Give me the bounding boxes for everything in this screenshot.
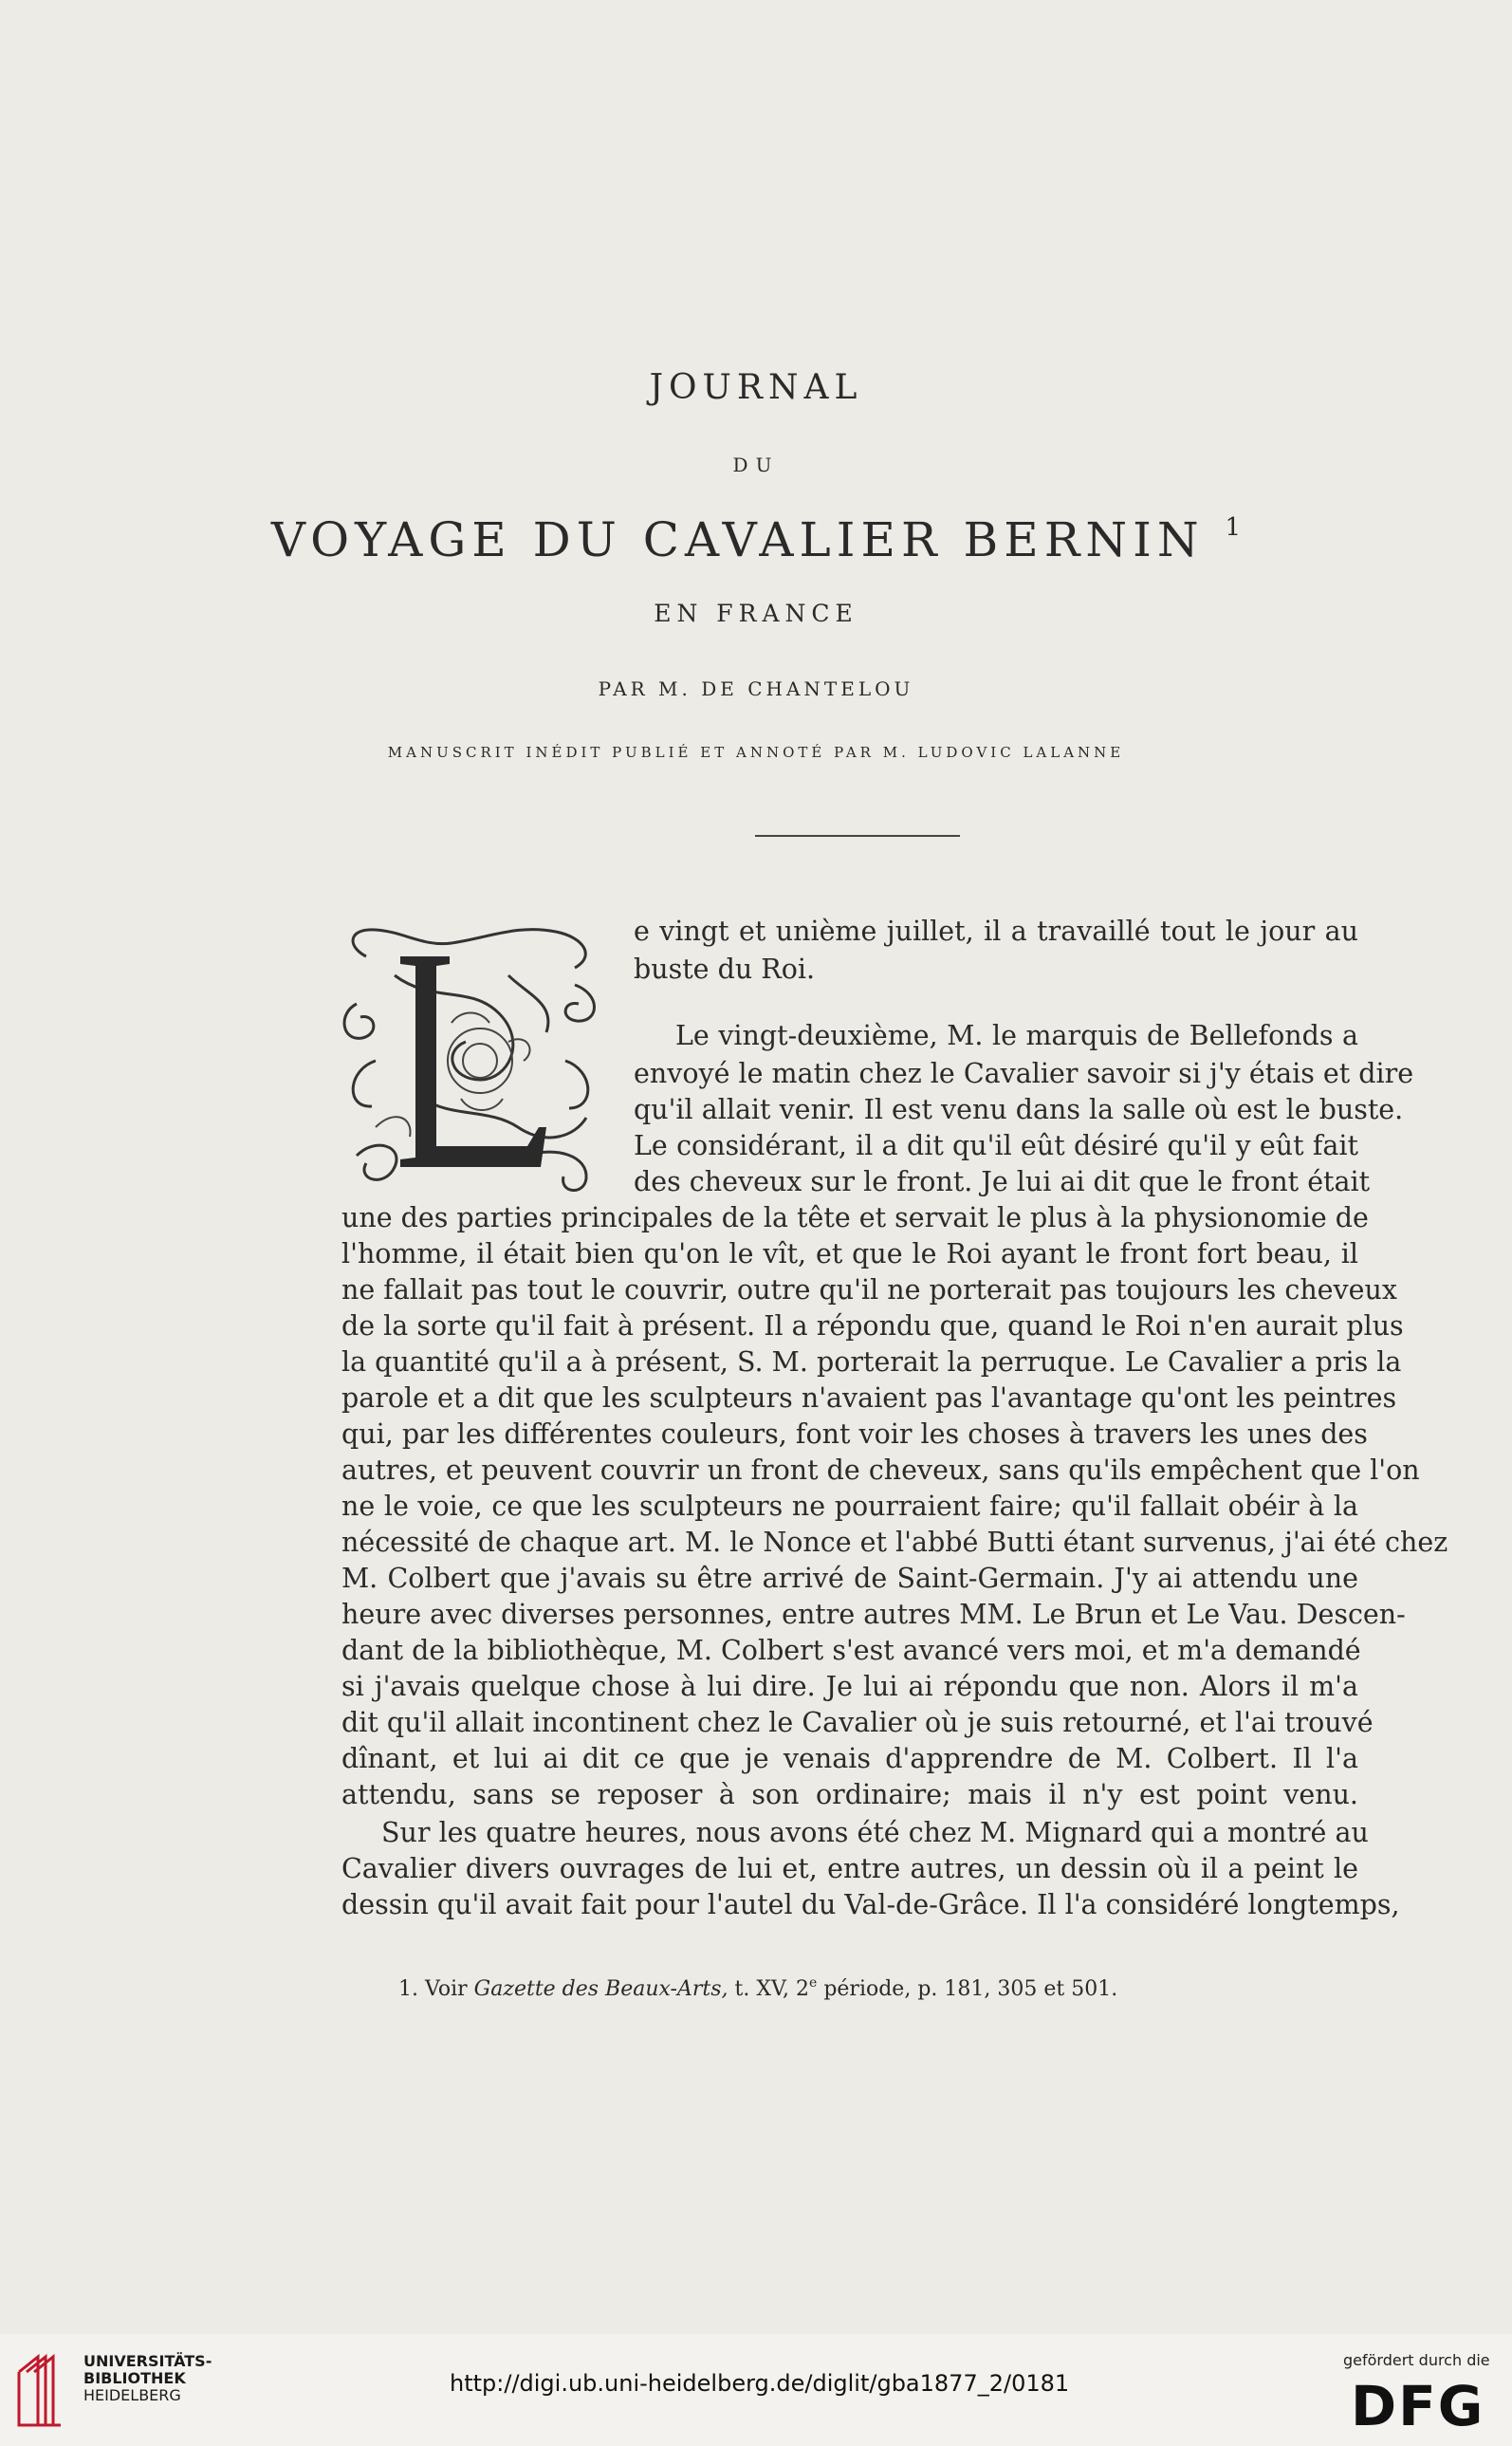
uni-line-3: HEIDELBERG [83, 2386, 181, 2404]
text-line-20: dant de la bibliothèque, M. Colbert s'est avancé vers moi, et m'a demandé [341, 1635, 1361, 1666]
text-line-11: de la sorte qu'il fait à présent. Il a répondu que, quand le Roi n'en aurait plus [341, 1310, 1404, 1342]
text-line-8: une des parties principales de la tête et servait le plus à la physionomie de [341, 1202, 1369, 1233]
text-line-10: ne fallait pas tout le couvrir, outre qu'il ne porterait pas toujours les cheveux [341, 1274, 1397, 1306]
text-line-16: ne le voie, ce que les sculpteurs ne pourraient faire; qu'il fallait obéir à la [341, 1491, 1358, 1522]
text-line-12: la quantité qu'il a à présent, S. M. porterait la perruque. Le Cavalier a pris la [341, 1346, 1402, 1378]
heading-du: DU [732, 454, 780, 476]
university-library-logo-icon [11, 2344, 72, 2435]
footnote-pre: Voir [425, 1977, 468, 2001]
main-title-text: VOYAGE DU CAVALIER BERNIN [270, 512, 1205, 567]
text-line-9: l'homme, il était bien qu'on le vît, et que le Roi ayant le front fort beau, il [341, 1238, 1358, 1269]
funding-label: gefördert durch die [1343, 2351, 1490, 2369]
heading-en-france: EN FRANCE [654, 600, 858, 627]
university-library-name [83, 2353, 212, 2404]
text-line-21: si j'avais quelque chose à lui dire. Je lui ai répondu que non. Alors il m'a [341, 1671, 1358, 1702]
footnote-post-a: t. XV, 2 [734, 1977, 810, 2001]
main-title [0, 512, 1512, 567]
text-line-25: Sur les quatre heures, nous avons été chez M. Mignard qui a montré au [381, 1817, 1369, 1848]
text-line-22: dit qu'il allait incontinent chez le Cavalier où je suis retourné, et l'ai trouvé [341, 1707, 1374, 1738]
heading-journal: JOURNAL [649, 368, 863, 407]
text-line-3: Le vingt-deuxième, M. le marquis de Bellefonds a [675, 1020, 1358, 1051]
text-line-1: e vingt et unième juillet, il a travaillé tout le jour au [634, 916, 1358, 947]
text-line-26: Cavalier divers ouvrages de lui et, entre autres, un dessin où il a peint le [341, 1853, 1358, 1884]
footnote-sup: e [809, 1975, 818, 1991]
footnote-reference[interactable]: 1 [1225, 513, 1242, 542]
text-line-23: dînant, et lui ai dit ce que je venais d'apprendre de M. Colbert. Il l'a [341, 1743, 1358, 1774]
text-line-4: envoyé le matin chez le Cavalier savoir si j'y étais et dire [634, 1058, 1414, 1089]
author-line: PAR M. DE CHANTELOU [598, 677, 914, 700]
text-line-2: buste du Roi. [634, 954, 816, 985]
text-line-24: attendu, sans se reposer à son ordinaire; mais il n'y est point venu. [341, 1779, 1358, 1810]
text-line-7: des cheveux sur le front. Je lui ai dit que le front était [634, 1166, 1371, 1197]
footnote-post-b: période, p. 181, 305 et 501. [823, 1977, 1118, 2001]
text-line-6: Le considérant, il a dit qu'il eût désiré qu'il y eût fait [634, 1130, 1358, 1161]
uni-line-1: UNIVERSITÄTS- [83, 2352, 212, 2370]
editor-line: MANUSCRIT INÉDIT PUBLIÉ ET ANNOTÉ PAR M. LUDOVIC LALANNE [387, 744, 1125, 761]
footnote-journal: Gazette des Beaux-Arts, [473, 1977, 728, 2001]
footnote [398, 1975, 1117, 2001]
text-line-17: nécessité de chaque art. M. le Nonce et l'abbé Butti étant survenus, j'ai été chez [341, 1527, 1448, 1558]
text-line-18: M. Colbert que j'avais su être arrivé de Saint-Germain. J'y ai attendu une [341, 1563, 1358, 1594]
text-line-14: qui, par les différentes couleurs, font voir les choses à travers les unes des [341, 1418, 1368, 1450]
ornamental-initial-l-icon [338, 918, 603, 1203]
text-line-15: autres, et peuvent couvrir un front de cheveux, sans qu'ils empêchent que l'on [341, 1455, 1420, 1486]
text-line-5: qu'il allait venir. Il est venu dans la salle où est le buste. [634, 1094, 1404, 1125]
text-line-27: dessin qu'il avait fait pour l'autel du Val-de-Grâce. Il l'a considéré longtemps, [341, 1889, 1400, 1920]
text-line-19: heure avec diverses personnes, entre autres MM. Le Brun et Le Vau. Descen- [341, 1599, 1406, 1630]
text-line-13: parole et a dit que les sculpteurs n'avaient pas l'avantage qu'ont les peintres [341, 1382, 1397, 1414]
source-url-link[interactable]: http://digi.ub.uni-heidelberg.de/diglit/gba1877_2/0181 [450, 2370, 1070, 2397]
section-divider [755, 835, 960, 837]
dfg-logo: DFG [1351, 2374, 1485, 2438]
footnote-number: 1. [398, 1977, 418, 2001]
uni-line-2: BIBLIOTHEK [83, 2369, 186, 2387]
